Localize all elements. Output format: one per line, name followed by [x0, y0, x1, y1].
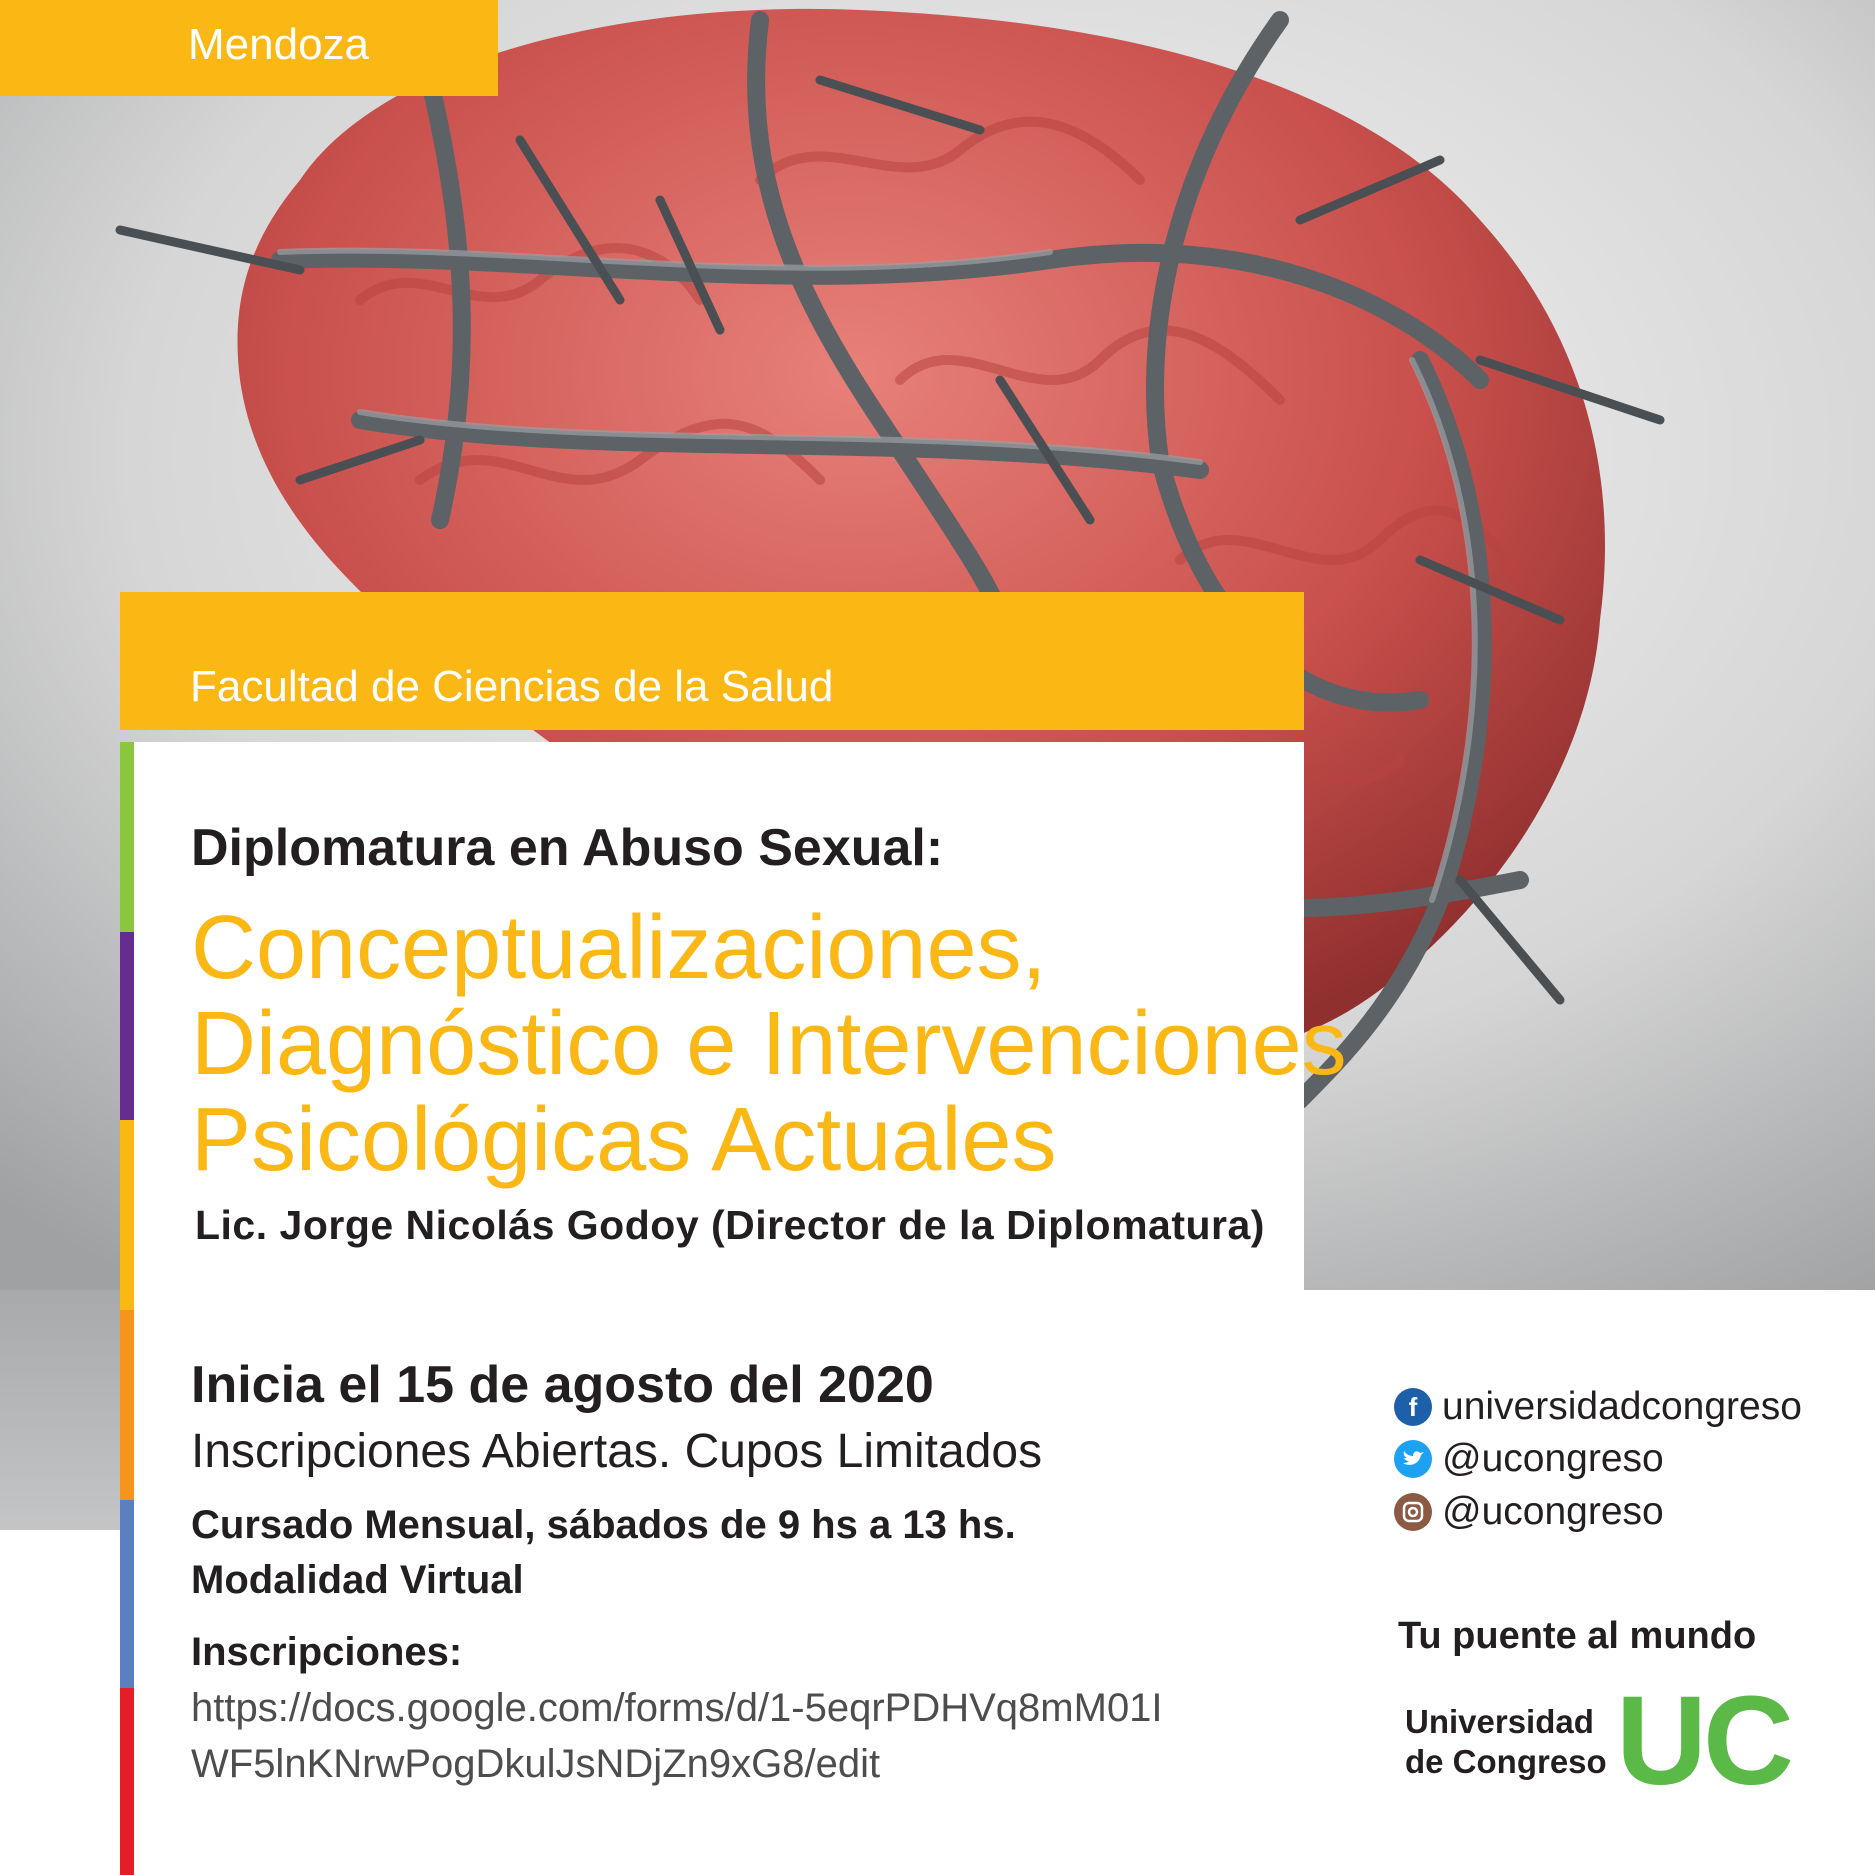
facebook-icon: f [1394, 1388, 1432, 1426]
color-stripe-green [120, 742, 134, 932]
program-director: Lic. Jorge Nicolás Godoy (Director de la Diplomatura) [195, 1202, 1265, 1248]
modality: Modalidad Virtual [191, 1558, 524, 1602]
social-facebook[interactable] [1394, 1385, 1802, 1429]
brand-name-line-2: de Congreso [1405, 1743, 1607, 1780]
background-gradient-strip [0, 1290, 120, 1530]
social-handle: universidadcongreso [1442, 1385, 1802, 1428]
program-kicker: Diplomatura en Abuso Sexual: [191, 819, 944, 877]
color-stripe-yellow [120, 1120, 134, 1310]
start-date: Inicia el 15 de agosto del 2020 [191, 1356, 934, 1414]
registration-status: Inscripciones Abiertas. Cupos Limitados [191, 1425, 1043, 1478]
color-stripe-red [120, 1688, 134, 1875]
brand-name-line-1: Universidad [1405, 1703, 1594, 1740]
brand-name [1405, 1702, 1607, 1782]
registration-label: Inscripciones: [191, 1630, 463, 1674]
brand-slogan: Tu puente al mundo [1398, 1615, 1757, 1657]
registration-link[interactable]: https://docs.google.com/forms/d/1-5eqrPDHVq8mM01IWF5lnKNrwPogDkulJsNDjZn9xG8/edit [191, 1686, 1163, 1786]
brand-logo-mark: UC [1616, 1670, 1790, 1811]
schedule: Cursado Mensual, sábados de 9 hs a 13 hs. [191, 1503, 1016, 1547]
twitter-icon [1394, 1440, 1432, 1478]
city-tag [0, 0, 498, 96]
color-stripe-purple [120, 932, 134, 1120]
program-title-line-2: Diagnóstico e Intervenciones [191, 994, 1347, 1094]
instagram-icon [1394, 1493, 1432, 1531]
social-instagram[interactable] [1394, 1490, 1664, 1534]
social-twitter[interactable] [1394, 1437, 1664, 1481]
social-handle: @ucongreso [1442, 1490, 1664, 1533]
color-stripe-blue [120, 1500, 134, 1688]
program-title-line-1: Conceptualizaciones, [191, 898, 1047, 998]
city-label: Mendoza [188, 20, 370, 69]
social-handle: @ucongreso [1442, 1437, 1664, 1480]
faculty-banner [120, 592, 1304, 730]
program-title-line-3: Psicológicas Actuales [191, 1090, 1057, 1190]
faculty-label: Facultad de Ciencias de la Salud [190, 662, 834, 711]
color-stripe-orange [120, 1310, 134, 1500]
